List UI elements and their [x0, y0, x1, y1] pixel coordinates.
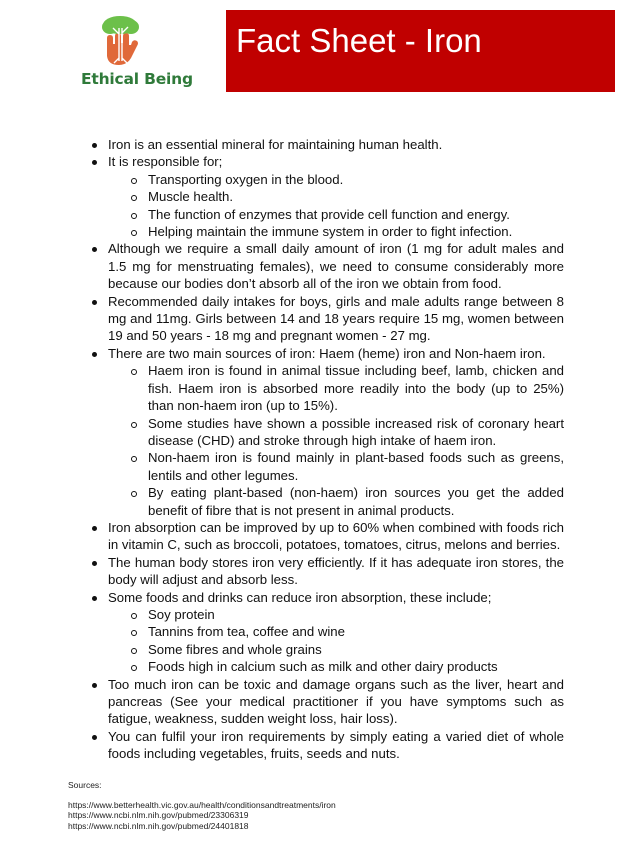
circle-bullet-icon — [131, 369, 137, 375]
circle-bullet-icon — [131, 230, 137, 236]
bullet-icon — [92, 247, 97, 252]
sub-fact-item — [108, 606, 564, 623]
bullet-icon — [92, 735, 97, 740]
bullet-icon — [92, 526, 97, 531]
fact-text: Iron absorption can be improved by up to 60% when combined with foods rich in vitamin C, such as broccoli, potatoes, tomatoes, citrus, melons and berries. — [108, 519, 564, 553]
sub-fact-text: By eating plant-based (non-haem) iron sources you get the added benefit of fibre that is not present in animal products. — [148, 485, 564, 518]
fact-text: Recommended daily intakes for boys, girls and male adults range between 8 mg and 11mg. Girls between 14 and 18 years require 15 mg, women between 19 and 50 years - 18 mg and pregnant women - 27 mg. — [108, 293, 564, 344]
bullet-icon — [92, 300, 97, 305]
source-link[interactable]: https://www.ncbi.nlm.nih.gov/pubmed/24401818 — [68, 820, 249, 831]
fact-text: You can fulfil your iron requirements by simply eating a varied diet of whole foods including vegetables, fruits, seeds and nuts. — [108, 728, 564, 762]
sub-fact-text: Transporting oxygen in the blood. — [148, 171, 344, 187]
bullet-icon — [92, 143, 97, 148]
bullet-icon — [92, 352, 97, 357]
sub-fact-item — [108, 206, 564, 223]
circle-bullet-icon — [131, 178, 137, 184]
sub-fact-text: Non-haem iron is found mainly in plant-based foods such as greens, lentils and other legumes. — [148, 450, 564, 483]
sub-fact-item — [108, 223, 564, 240]
fact-item — [92, 554, 564, 589]
sub-fact-item — [108, 641, 564, 658]
fact-item — [92, 240, 564, 292]
circle-bullet-icon — [131, 630, 137, 636]
sub-fact-text: Helping maintain the immune system in order to fight infection. — [148, 224, 513, 240]
fact-text: Iron is an essential mineral for maintaining human health. — [108, 137, 443, 152]
circle-bullet-icon — [131, 195, 137, 201]
circle-bullet-icon — [131, 422, 137, 428]
fact-list — [92, 136, 564, 763]
sub-fact-text: Some studies have shown a possible increased risk of coronary heart disease (CHD) and stroke through high intake of haem iron. — [148, 415, 564, 448]
source-link[interactable]: https://www.betterhealth.vic.gov.au/health/conditionsandtreatments/iron — [68, 800, 336, 811]
sub-fact-item — [108, 415, 564, 450]
sub-fact-item — [108, 658, 564, 675]
title-banner — [226, 10, 615, 92]
sub-fact-item — [108, 623, 564, 640]
sub-fact-text: The function of enzymes that provide cell function and energy. — [148, 206, 510, 222]
fact-text: It is responsible for; — [108, 154, 223, 170]
fact-text: Some foods and drinks can reduce iron absorption, these include; — [108, 589, 492, 605]
source-link[interactable]: https://www.ncbi.nlm.nih.gov/pubmed/23306319 — [68, 810, 249, 821]
bullet-icon — [92, 596, 97, 601]
sub-fact-text: Foods high in calcium such as milk and other dairy products — [148, 659, 498, 675]
circle-bullet-icon — [131, 491, 137, 497]
fact-item — [92, 136, 564, 153]
fact-item — [92, 676, 564, 728]
circle-bullet-icon — [131, 213, 137, 219]
sub-fact-text: Muscle health. — [148, 189, 234, 205]
sub-fact-item — [108, 484, 564, 519]
sub-fact-text: Soy protein — [148, 606, 215, 622]
fact-text: The human body stores iron very efficiently. If it has adequate iron stores, the body will adjust and absorb less. — [108, 554, 564, 588]
fact-item — [92, 728, 564, 763]
circle-bullet-icon — [131, 665, 137, 671]
fact-item — [92, 153, 564, 240]
sub-fact-item — [108, 362, 564, 414]
bullet-icon — [92, 683, 97, 688]
page-title: Fact Sheet - Iron — [236, 22, 482, 59]
bullet-icon — [92, 160, 97, 165]
fact-item — [92, 345, 564, 519]
logo-text: Ethical Being — [81, 70, 193, 88]
sources-label: Sources: — [68, 780, 102, 790]
circle-bullet-icon — [131, 613, 137, 619]
fact-item — [92, 519, 564, 554]
ethical-being-logo — [78, 14, 193, 94]
circle-bullet-icon — [131, 456, 137, 462]
sub-fact-text: Tannins from tea, coffee and wine — [148, 624, 345, 640]
sub-fact-item — [108, 188, 564, 205]
fact-text: Too much iron can be toxic and damage organs such as the liver, heart and pancreas (See your medical practitioner if you have symptoms such as fatigue, weakness, sudden weight loss, hair loss). — [108, 676, 564, 727]
fact-text: There are two main sources of iron: Haem (heme) iron and Non-haem iron. — [108, 345, 546, 361]
fact-item — [92, 589, 564, 676]
fact-item — [92, 293, 564, 345]
sub-fact-text: Some fibres and whole grains — [148, 641, 322, 657]
sources-section — [68, 780, 336, 831]
hand-tree-icon — [98, 14, 146, 72]
sub-fact-item — [108, 171, 564, 188]
circle-bullet-icon — [131, 648, 137, 654]
bullet-icon — [92, 561, 97, 566]
sub-fact-item — [108, 449, 564, 484]
sub-fact-text: Haem iron is found in animal tissue including beef, lamb, chicken and fish. Haem iron is absorbed more readily into the body (up to 25%) than non-haem iron (up to 15%). — [148, 363, 564, 414]
fact-text: Although we require a small daily amount of iron (1 mg for adult males and 1.5 mg for menstruating females), we need to consume considerably more because our bodies don’t absorb all of the iron we obtain from food. — [108, 241, 564, 292]
